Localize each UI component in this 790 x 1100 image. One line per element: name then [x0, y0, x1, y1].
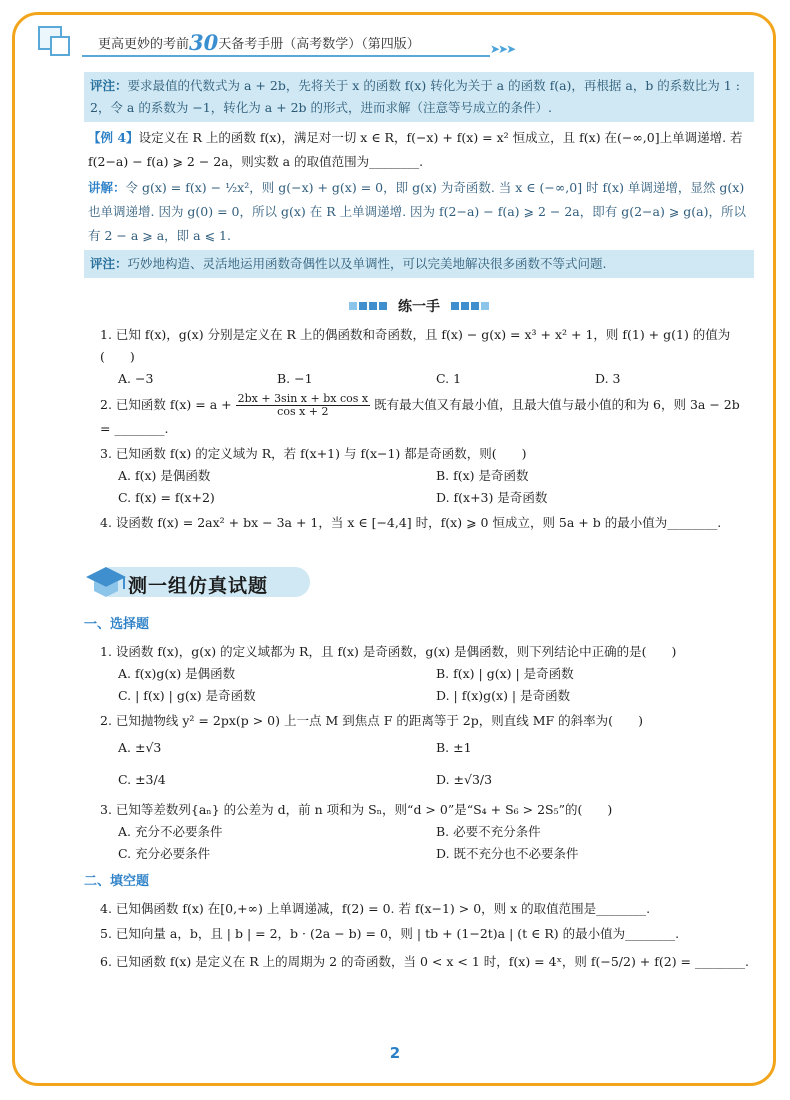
graduation-cap-icon	[84, 563, 128, 603]
test-q3-options	[84, 821, 754, 865]
comment-label: 评注：	[90, 256, 128, 271]
option-c: C. ±3/4	[118, 772, 166, 787]
option-a: A. f(x) 是偶函数	[118, 468, 211, 483]
header-title-post: 天备考手册（高考数学）（第四版）	[218, 37, 420, 52]
option-b: B. 必要不充分条件	[436, 824, 541, 839]
header-title-pre: 更高更妙的考前	[98, 37, 190, 52]
test-question-5: 5. 已知向量 a，b，且 | b | = 2，b · (2a − b) = 0，则 | tb + (1−2t)a | (t ∈ R) 的最小值为________.	[100, 926, 680, 941]
comment-label: 评注：	[90, 78, 128, 93]
practice-title: 练一手	[398, 299, 440, 315]
option-d: D. f(x+3) 是奇函数	[436, 490, 548, 505]
test-banner	[84, 563, 314, 603]
decor-square-icon	[481, 302, 489, 310]
practice-section-title	[84, 296, 754, 316]
option-d: D. | f(x)g(x) | 是奇函数	[436, 688, 571, 703]
q2-suffix: 既有最大值又有最小值，且最大值与最小值的和为 6，则 3a − 2b = ________.	[100, 397, 740, 436]
decor-square-icon	[451, 302, 459, 310]
explanation-label: 讲解：	[88, 180, 126, 195]
practice-q3-options	[84, 465, 754, 509]
explanation-text: 令 g(x) = f(x) − ½x²，则 g(−x) + g(x) = 0，即 g(x) 为奇函数. 当 x ∈ (−∞,0] 时 f(x) 单调递增，显然 g(x) 也单调递增. 因为 g(0) = 0，所以 g(x) 在 R 上单调递增. 因为 f(2−a) − f(a) ⩾ 2 − 2a，即有 g(2−a) ⩾ g(a)，所以有 2 − a ⩾ a，即 a ⩽ 1.	[88, 180, 746, 243]
option-a: A. f(x)g(x) 是偶函数	[118, 666, 236, 681]
comment-box-1	[84, 72, 754, 122]
practice-q1-options	[84, 368, 754, 390]
test-q2-options	[84, 732, 754, 796]
header-rule	[82, 55, 490, 57]
running-header	[34, 22, 754, 58]
example-label: 【例 4】	[88, 130, 139, 145]
page-number: 2	[389, 1044, 401, 1062]
comment-text: 要求最值的代数式为 a + 2b，先将关于 x 的函数 f(x) 转化为关于 a 的函数 f(a)，再根据 a，b 的系数比为 1 : 2，令 a 的系数为 −1，转化为 a + 2b 的形式，进而求解（注意等号成立的条件）.	[90, 78, 740, 115]
test-question-4: 4. 已知偶函数 f(x) 在[0,+∞) 上单调递减，f(2) = 0. 若 f(x−1) > 0，则 x 的取值范围是________.	[100, 901, 651, 916]
practice-question-1: 1. 已知 f(x)，g(x) 分别是定义在 R 上的偶函数和奇函数，且 f(x) − g(x) = x³ + x² + 1，则 f(1) + g(1) 的值为( )	[100, 327, 731, 364]
option-c: C. f(x) = f(x+2)	[118, 490, 215, 505]
option-a: A. −3	[118, 371, 154, 386]
banner-title: 测一组仿真试题	[128, 575, 269, 597]
test-question-6: 6. 已知函数 f(x) 是定义在 R 上的周期为 2 的奇函数，当 0 < x < 1 时，f(x) = 4ˣ，则 f(−5/2) + f(2) = ________.	[100, 954, 749, 969]
decor-square-icon	[379, 302, 387, 310]
example-text: 设定义在 R 上的函数 f(x)，满足对一切 x ∈ R，f(−x) + f(x) = x² 恒成立，且 f(x) 在(−∞,0]上单调递增. 若 f(2−a) − f(a) ⩾ 2 − 2a，则实数 a 的取值范围为________.	[88, 130, 743, 169]
option-d: D. 既不充分也不必要条件	[436, 846, 579, 861]
decor-square-icon	[369, 302, 377, 310]
section-fill-title: 二、填空题	[84, 874, 150, 889]
option-a: A. ±√3	[118, 740, 162, 755]
comment-text: 巧妙地构造、灵活地运用函数奇偶性以及单调性，可以完美地解决很多函数不等式问题.	[127, 256, 607, 271]
practice-question-4: 4. 设函数 f(x) = 2ax² + bx − 3a + 1，当 x ∈ [−4,4] 时，f(x) ⩾ 0 恒成立，则 5a + b 的最小值为________.	[100, 515, 722, 530]
option-c: C. | f(x) | g(x) 是奇函数	[118, 688, 256, 703]
header-arrows-icon: ➤➤➤	[490, 42, 515, 56]
test-question-3: 3. 已知等差数列{aₙ} 的公差为 d，前 n 项和为 Sₙ，则“d > 0”是“S₄ + S₆ > 2S₅”的( )	[100, 802, 613, 817]
test-question-2: 2. 已知抛物线 y² = 2px(p > 0) 上一点 M 到焦点 F 的距离等于 2p，则直线 MF 的斜率为( )	[100, 713, 643, 728]
q2-numerator: 2bx + 3sin x + bx cos x	[237, 392, 369, 405]
header-square-icon-small	[50, 36, 70, 56]
decor-square-icon	[461, 302, 469, 310]
decor-square-icon	[349, 302, 357, 310]
practice-question-3: 3. 已知函数 f(x) 的定义域为 R，若 f(x+1) 与 f(x−1) 都是奇函数，则( )	[100, 446, 527, 461]
option-b: B. f(x) | g(x) | 是奇函数	[436, 666, 574, 681]
test-q1-options	[84, 663, 754, 707]
explanation	[84, 176, 754, 248]
test-content	[84, 612, 754, 973]
option-d: D. ±√3/3	[436, 772, 493, 787]
option-b: B. f(x) 是奇函数	[436, 468, 529, 483]
example-4	[84, 126, 754, 174]
option-c: C. 充分必要条件	[118, 846, 211, 861]
option-b: B. −1	[277, 371, 313, 386]
section-choice-title: 一、选择题	[84, 617, 150, 632]
header-title	[98, 30, 420, 55]
practice-question-2	[84, 393, 754, 440]
test-question-1: 1. 设函数 f(x)，g(x) 的定义域都为 R，且 f(x) 是奇函数，g(x) 是偶函数，则下列结论中正确的是( )	[100, 644, 677, 659]
q2-denominator: cos x + 2	[277, 405, 329, 418]
header-title-number: 30	[189, 30, 219, 55]
q2-fraction	[236, 393, 370, 418]
option-c: C. 1	[436, 371, 462, 386]
main-content	[84, 72, 754, 534]
option-a: A. 充分不必要条件	[118, 824, 223, 839]
option-b: B. ±1	[436, 740, 472, 755]
decor-square-icon	[471, 302, 479, 310]
q2-prefix: 2. 已知函数 f(x) = a +	[100, 397, 232, 412]
option-d: D. 3	[595, 371, 621, 386]
decor-square-icon	[359, 302, 367, 310]
comment-box-2	[84, 250, 754, 278]
